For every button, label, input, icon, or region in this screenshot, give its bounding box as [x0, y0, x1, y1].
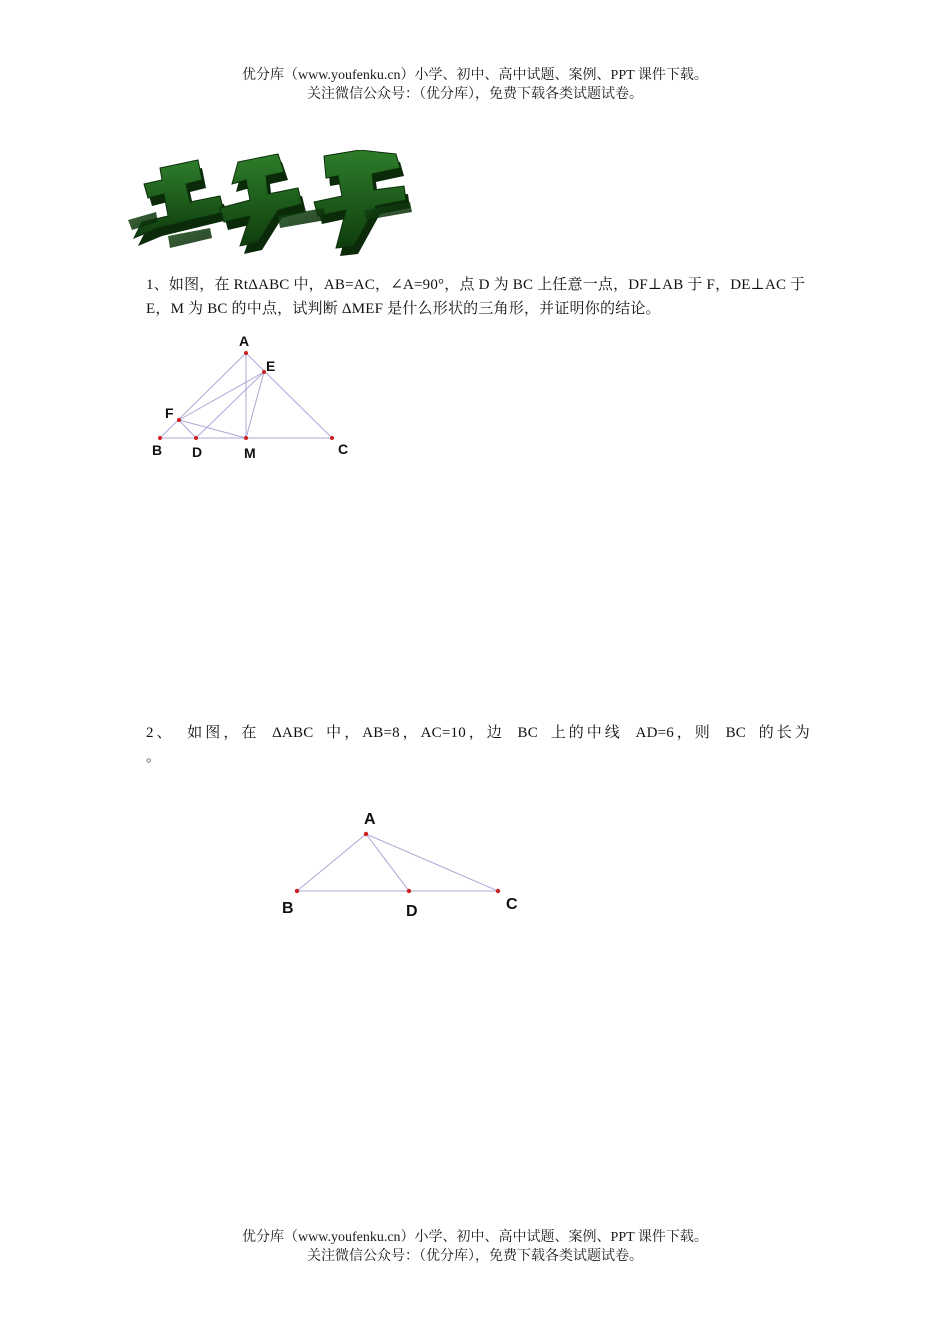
question-2-line-1 — [146, 721, 810, 745]
point-f — [177, 418, 181, 422]
point-m — [244, 436, 248, 440]
header-line-2: 关注微信公众号：（优分库），免费下载各类试题试卷。 — [307, 87, 643, 102]
page-footer — [0, 1228, 950, 1266]
point-b — [158, 436, 162, 440]
question-2-line-2: 。 — [146, 749, 162, 765]
label-e: E — [266, 358, 276, 374]
label-f: F — [165, 405, 174, 421]
question-2-number: 2、 — [146, 725, 175, 741]
point-a — [364, 832, 368, 836]
label-a: A — [239, 333, 250, 349]
label-c: C — [506, 896, 518, 913]
label-d: D — [406, 903, 418, 920]
point-b — [295, 889, 299, 893]
segment-em — [246, 372, 264, 438]
segment-ab — [160, 353, 246, 438]
segment-ac — [246, 353, 332, 438]
label-b: B — [282, 900, 294, 917]
label-c: C — [338, 441, 349, 457]
label-a: A — [364, 811, 376, 828]
question-1-text: 如图，在 RtΔABC 中，AB=AC，∠A=90°，点 D 为 BC 上任意一点，DF⊥AB 于 F，DE⊥AC 于 E，M 为 BC 的中点，试判断 ΔMEF 是什么形状的三角形，并证明你的结论。 — [146, 277, 806, 317]
segment-ab — [297, 834, 366, 891]
segment-ac — [366, 834, 498, 891]
label-d: D — [192, 444, 203, 460]
question-2 — [146, 721, 810, 769]
footer-line-2: 关注微信公众号：（优分库），免费下载各类试题试卷。 — [307, 1249, 643, 1264]
segment-fm — [179, 420, 246, 438]
label-m: M — [244, 445, 256, 461]
question-1 — [146, 273, 810, 321]
question-1-number: 1、 — [146, 277, 169, 293]
point-d — [194, 436, 198, 440]
point-d — [407, 889, 411, 893]
segment-ad — [366, 834, 409, 891]
page-header — [0, 66, 950, 104]
green-3d-calligraphy-logo-icon — [128, 150, 418, 260]
question-2-figure — [275, 805, 535, 925]
question-1-figure — [140, 330, 360, 465]
label-b: B — [152, 442, 163, 458]
point-c — [496, 889, 500, 893]
point-a — [244, 351, 248, 355]
header-line-1: 优分库（www.youfenku.cn）小学、初中、高中试题、案例、PPT 课件下载。 — [242, 68, 708, 83]
question-2-text: 如图，在 ΔABC 中，AB=8，AC=10，边 BC 上的中线 AD=6，则 BC 的长为 — [187, 725, 810, 741]
point-c — [330, 436, 334, 440]
footer-line-1: 优分库（www.youfenku.cn）小学、初中、高中试题、案例、PPT 课件下载。 — [242, 1230, 708, 1245]
